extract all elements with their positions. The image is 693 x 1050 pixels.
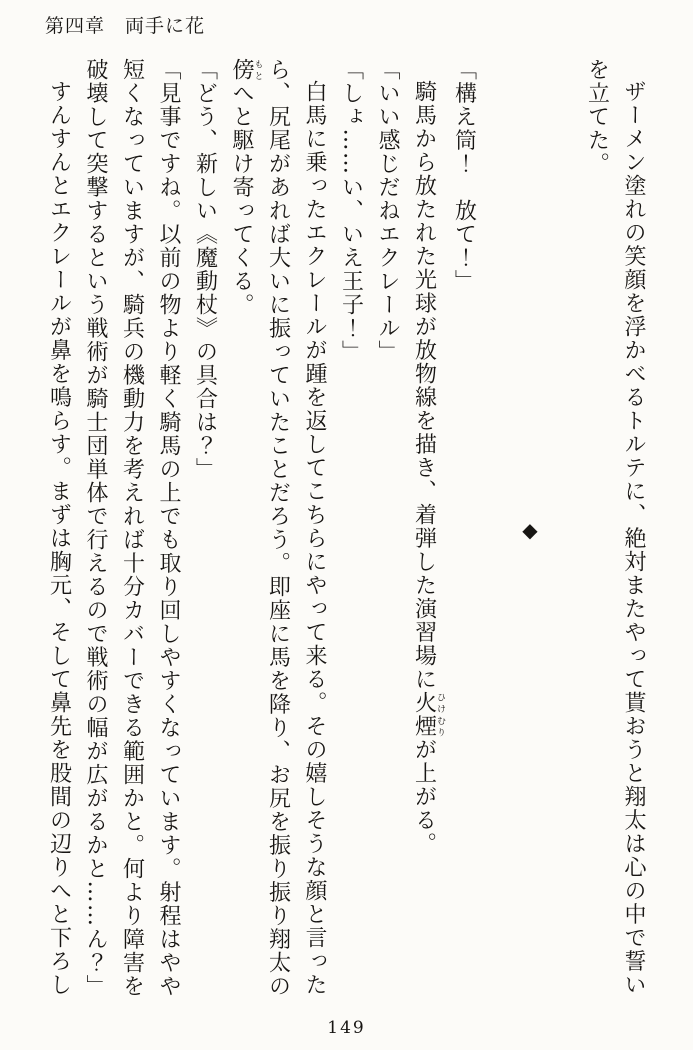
paragraph-dialogue: 「しょ……い、いえ王子！」 bbox=[338, 58, 364, 364]
chapter-header: 第四章 両手に花 bbox=[45, 15, 206, 37]
body-text bbox=[40, 58, 651, 1004]
furigana-term: 火煙ひけむり bbox=[411, 691, 445, 738]
paragraph-narration: 騎馬から放たれた光球が放物線を描き、着弾した演習場に火煙ひけむりが上がる。 bbox=[411, 80, 445, 856]
paragraph-dialogue: 「いい感じだねエクレール」 bbox=[375, 58, 400, 364]
paragraph-dialogue: 「構え筒！ 放て！」 bbox=[451, 58, 477, 293]
paragraph-narration: 白馬に乗ったエクレールが踵を返してこちらにやって来る。その嬉しそうな顔と言ったら、尻尾があれば大いに振っていたことだろう。即座に馬を降り、お尻を振り振り翔太の傍もとへと駆け寄ってくる。 bbox=[229, 58, 327, 998]
paragraph-dialogue: 「見事ですね。以前の物より軽く騎馬の上でも取り回しやすくなっています。射程はやや短くなっていますが、騎兵の機動力を考えれば十分カバーできる範囲かと。何より障害を破壊して突撃するという戦術が騎士団単体で行えるので戦術の幅が広がるかと……ん？」 bbox=[83, 58, 181, 998]
furigana-term: 傍もと bbox=[229, 58, 263, 82]
page-number: 149 bbox=[327, 1018, 366, 1038]
paragraph-dialogue: 「どう、新しい《魔動杖》の具合は？」 bbox=[192, 58, 218, 481]
paragraph-narration: すんすんとエクレールが鼻を鳴らす。まずは胸元、そして鼻先を股間の辺りへと下ろし bbox=[46, 80, 72, 997]
paragraph-narration: ザーメン塗れの笑顔を浮かべるトルテに、絶対またやって貰おうと翔太は心の中で誓いを立てた。 bbox=[584, 58, 646, 997]
section-separator-diamond: ◆ bbox=[518, 518, 542, 544]
